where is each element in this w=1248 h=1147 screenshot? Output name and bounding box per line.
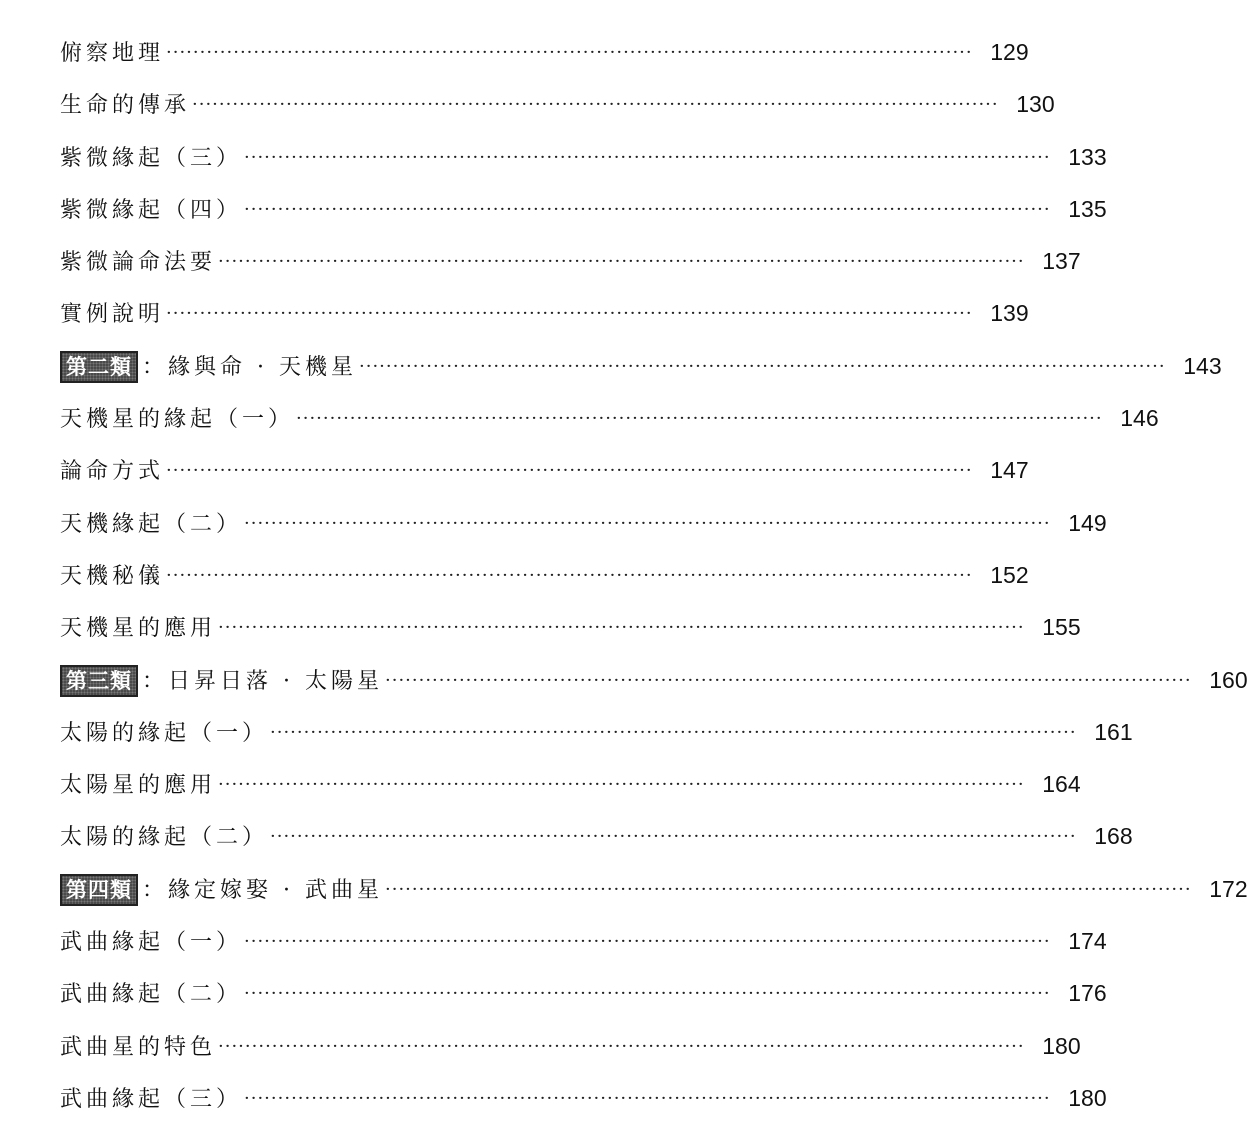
dot-leader: ························································································································ xyxy=(166,460,973,482)
page-number: 155 xyxy=(1042,614,1081,641)
dot-leader: ························································································································ xyxy=(385,669,1192,691)
dot-leader: ························································································································ xyxy=(244,512,1051,534)
toc-entry-title: 武曲星的特色 xyxy=(60,1034,217,1060)
page-number: 174 xyxy=(1068,928,1107,955)
toc-entry-title: 武曲緣起（二） xyxy=(60,982,243,1008)
page-number: 135 xyxy=(1068,195,1107,222)
toc-row xyxy=(60,915,1107,967)
toc-entry-title: 太陽星的應用 xyxy=(60,773,217,799)
dot-leader: ························································································································ xyxy=(218,617,1025,639)
page-number: 129 xyxy=(990,39,1029,65)
chapter-tag: 第四類 xyxy=(60,874,138,906)
page-number: 180 xyxy=(1068,1084,1107,1111)
dot-leader: ························································································································ xyxy=(244,983,1051,1005)
page-number: 161 xyxy=(1094,718,1133,745)
toc-entry-title: 天機緣起（二） xyxy=(60,511,243,537)
toc-entry-title: 生命的傳承 xyxy=(60,93,191,119)
toc-entry-title: 緣與命 · 天機星 xyxy=(168,354,357,380)
toc-row xyxy=(60,549,1029,601)
chapter-tag: 第二類 xyxy=(60,351,138,383)
dot-leader: ························································································································ xyxy=(244,198,1051,220)
page-number: 147 xyxy=(990,457,1029,484)
toc-row xyxy=(60,392,1159,444)
toc-entry-title: 緣定嫁娶 · 武曲星 xyxy=(168,877,383,903)
dot-leader: ························································································································ xyxy=(218,251,1025,273)
chapter-separator: ： xyxy=(142,668,165,694)
toc-row xyxy=(60,1072,1107,1124)
page-number: 146 xyxy=(1120,405,1159,432)
page-number: 164 xyxy=(1042,771,1081,798)
dot-leader: ························································································································ xyxy=(244,1087,1051,1109)
page-number: 133 xyxy=(1068,143,1107,170)
dot-leader: ························································································································ xyxy=(244,146,1051,168)
toc-entry-title: 天機秘儀 xyxy=(60,563,165,589)
dot-leader: ························································································································ xyxy=(359,355,1166,377)
page-number: 172 xyxy=(1209,875,1248,902)
page-number: 143 xyxy=(1183,352,1222,379)
chapter-tag: 第三類 xyxy=(60,665,138,697)
dot-leader: ························································································································ xyxy=(270,721,1077,743)
dot-leader: ························································································································ xyxy=(296,408,1103,430)
page-number: 139 xyxy=(990,300,1029,327)
page-number: 168 xyxy=(1094,823,1133,850)
toc-row xyxy=(60,235,1081,287)
toc-entry-title: 紫微論命法要 xyxy=(60,250,217,276)
page-number: 149 xyxy=(1068,509,1107,536)
page-number: 180 xyxy=(1042,1032,1081,1059)
toc-entry-title: 天機星的緣起（一） xyxy=(60,407,295,433)
chapter-separator: ： xyxy=(142,877,165,903)
toc-entry-title: 天機星的應用 xyxy=(60,616,217,642)
toc-entry-title: 武曲緣起（一） xyxy=(60,930,243,956)
toc-entry-title: 俯察地理 xyxy=(60,41,165,66)
toc-chapter-row xyxy=(60,654,1248,706)
toc-chapter-row xyxy=(60,863,1248,915)
chapter-separator: ： xyxy=(142,354,165,380)
toc-entry-title: 紫微緣起（四） xyxy=(60,197,243,223)
toc-entry-title: 實例說明 xyxy=(60,302,165,328)
dot-leader: ························································································································ xyxy=(218,774,1025,796)
toc-row xyxy=(60,967,1107,1019)
toc-entry-title: 武曲緣起（三） xyxy=(60,1086,243,1112)
toc-row xyxy=(60,1020,1081,1072)
dot-leader: ························································································································ xyxy=(244,931,1051,953)
page-number: 160 xyxy=(1209,666,1248,693)
dot-leader: ························································································································ xyxy=(166,42,973,63)
page-number: 137 xyxy=(1042,248,1081,275)
page-number: 152 xyxy=(990,561,1029,588)
toc-chapter-row xyxy=(60,340,1222,392)
table-of-contents xyxy=(60,26,1248,1124)
dot-leader: ························································································································ xyxy=(166,303,973,325)
toc-row xyxy=(60,444,1029,496)
toc-entry-title: 紫微緣起（三） xyxy=(60,145,243,171)
toc-entry-title: 日昇日落 · 太陽星 xyxy=(168,668,383,694)
page-number: 176 xyxy=(1068,980,1107,1007)
toc-row xyxy=(60,810,1133,862)
toc-row xyxy=(60,183,1107,235)
toc-row xyxy=(60,26,1029,78)
page-number: 130 xyxy=(1016,91,1055,118)
toc-entry-title: 論命方式 xyxy=(60,459,165,485)
toc-row xyxy=(60,497,1107,549)
dot-leader: ························································································································ xyxy=(385,878,1192,900)
toc-row xyxy=(60,758,1081,810)
dot-leader: ························································································································ xyxy=(192,94,999,116)
toc-row xyxy=(60,706,1133,758)
toc-row xyxy=(60,287,1029,339)
toc-row xyxy=(60,78,1055,130)
toc-row xyxy=(60,601,1081,653)
dot-leader: ························································································································ xyxy=(166,564,973,586)
toc-entry-title: 太陽的緣起（一） xyxy=(60,720,269,746)
toc-row xyxy=(60,131,1107,183)
dot-leader: ························································································································ xyxy=(218,1035,1025,1057)
dot-leader: ························································································································ xyxy=(270,826,1077,848)
toc-entry-title: 太陽的緣起（二） xyxy=(60,825,269,851)
